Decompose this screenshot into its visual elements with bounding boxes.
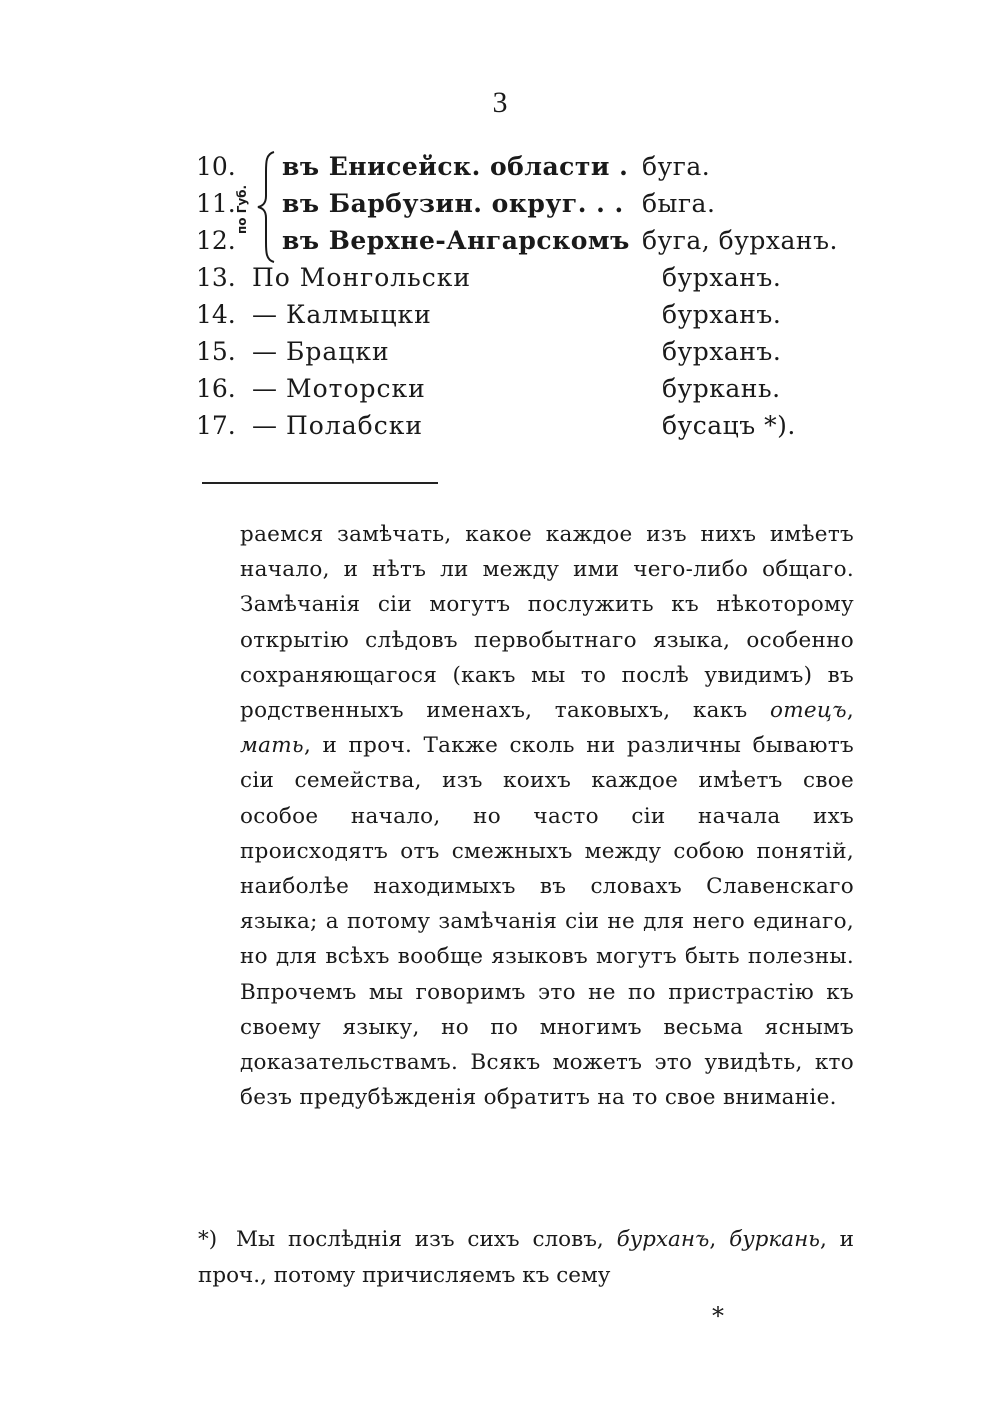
ditto-dash: — [252,374,277,403]
list-region: въ Енисейск. области . [282,152,629,181]
word-list [196,148,876,444]
list-word: буркань. [662,374,781,403]
footnote-mark: *) [198,1227,218,1252]
footnote [198,1222,854,1294]
list-language: Полабски [286,411,423,440]
list-word: бурханъ. [662,337,782,366]
list-word: бусацъ *). [662,411,796,440]
body-sep: , [846,698,854,724]
signature-mark: * [712,1302,724,1330]
footnote-italic-2: буркань [729,1227,820,1252]
list-row-17 [196,407,876,444]
list-word: бурханъ. [662,263,782,292]
footnote-text-a: Мы послѣднія изъ сихъ словъ, [236,1227,617,1252]
list-number: 16. [196,374,236,403]
list-number: 14. [196,300,236,329]
list-number: 15. [196,337,236,366]
body-paragraph [240,517,854,1115]
list-row-10 [196,148,876,185]
body-text-a: раемся замѣчать, какое каждое изъ нихъ имѣетъ начало, и нѣтъ ли между ими чего-либо общаго. Замѣчанія сіи могутъ послужить къ нѣкоторому открытію слѣдовъ первобытнаго языка, особенно сохраняющагося (какъ мы то послѣ увидимъ) въ родственныхъ именахъ, таковыхъ, какъ [240,522,854,724]
list-row-13 [196,259,876,296]
list-language: Моторски [286,374,426,403]
left-brace [256,150,296,264]
footnote-text-b: , и проч., потому причисляемъ къ сему [198,1227,854,1288]
ditto-dash: — [252,300,277,329]
list-region: въ Верхне-Ангарскомъ [282,226,630,255]
list-number: 12. [196,226,236,255]
list-row-12 [196,222,876,259]
italic-word-otets: отецъ [769,698,847,724]
list-word: буга, бурханъ. [642,226,838,255]
list-number: 17. [196,411,236,440]
list-row-14 [196,296,876,333]
divider-rule [202,482,438,484]
list-row-15 [196,333,876,370]
list-word: буга. [642,152,711,181]
list-word: бурханъ. [662,300,782,329]
list-row-16 [196,370,876,407]
list-row-11 [196,185,876,222]
list-language: Брацки [286,337,390,366]
ditto-dash: — [252,411,277,440]
list-language: По Монгольски [252,263,472,292]
ditto-dash: — [252,337,277,366]
list-number: 11. [196,189,236,218]
body-text-b: , и проч. Также сколь ни различны бываютъ сіи семейства, изъ коихъ каждое имѣетъ свое особое начало, но часто сіи начала ихъ происходятъ отъ смежныхъ между собою понятій, наиболѣе находимыхъ въ словахъ Славенскаго языка; а потому замѣчанія сіи не для него единаго, но для всѣхъ вообще языковъ могутъ быть полезны. Впрочемъ мы говоримъ это не по пристрастію къ своему языку, но по многимъ весьма яснымъ доказательствамъ. Всякъ можетъ это увидѣть, кто безъ предубѣжденія обратитъ на то свое вниманіе. [240,733,854,1111]
footnote-italic-1: бурханъ [616,1227,710,1252]
list-region: въ Барбузин. округ. . . [282,189,624,218]
italic-word-mat: мать [240,733,304,759]
list-number: 13. [196,263,236,292]
footnote-sep: , [709,1227,730,1252]
page-number: 3 [492,86,508,119]
list-word: быга. [642,189,716,218]
list-language: Калмыцки [286,300,432,329]
bracket-label: по Губ. [235,184,249,234]
list-number: 10. [196,152,236,181]
